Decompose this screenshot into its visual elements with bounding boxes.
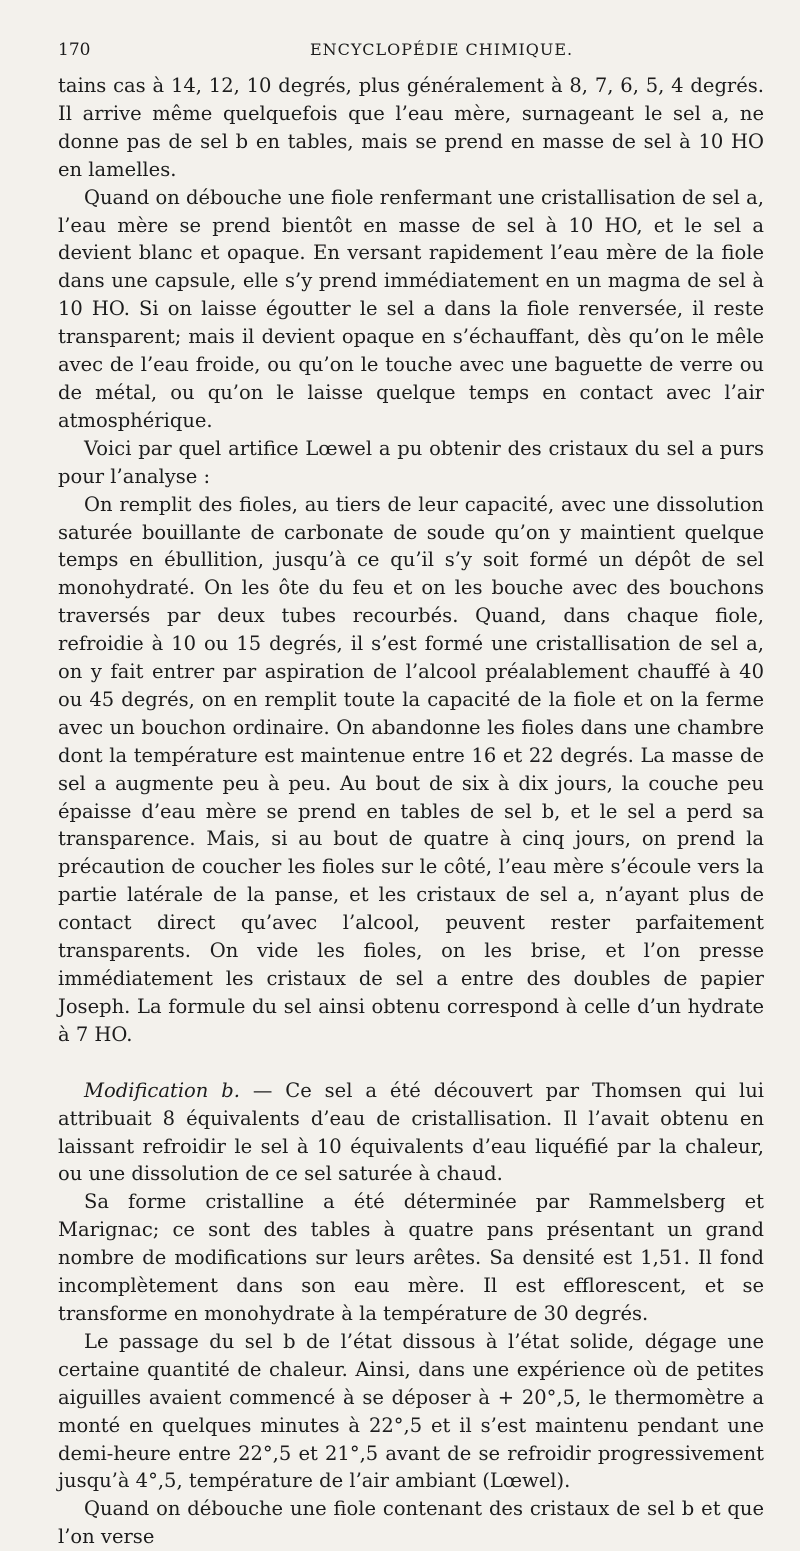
page-number: 170 bbox=[58, 40, 91, 60]
paragraph-7: Le passage du sel b de l’état dissous à l’état solide, dégage une certaine quantité de chaleur. Ainsi, dans une expérience où de petites aiguilles avaient commencé à se déposer à + 20°,5, le thermomètre a monté en quelques minutes à 22°,5 et il s’est maintenu pendant une demi-heure entre 22°,5 et 21°,5 avant de se refroidir progressivement jusqu’à 4°,5, température de l’air ambiant (Lœwel). bbox=[58, 1329, 764, 1493]
paragraph-8: Quand on débouche une fiole contenant des cristaux de sel b et que l’on verse bbox=[58, 1497, 764, 1549]
section-label: Modification b. bbox=[84, 1078, 240, 1102]
paragraph-6: Sa forme cristalline a été déterminée par Rammelsberg et Marignac; ce sont des tables à quatre pans présentant un grand nombre de modifications sur leurs arêtes. Sa densité est 1,51. Il fond incomplètement dans son eau mère. Il est efflorescent, et se transforme en monohydrate à la température de 30 degrés. bbox=[58, 1190, 764, 1325]
paragraph-5-text: — Ce sel a été découvert par Thomsen qui lui attribuait 8 équivalents d’eau de cristallisation. Il l’avait obtenu en laissant refroidir le sel à 10 équivalents d’eau liquéfié par la chaleur, ou une dissolution de ce sel saturée à chaud. bbox=[58, 1078, 764, 1186]
page-header bbox=[58, 40, 764, 60]
paragraph-5 bbox=[58, 1077, 764, 1189]
paragraph-2: Quand on débouche une fiole renfermant une cristallisation de sel a, l’eau mère se prend bientôt en masse de sel à 10 HO, et le sel a devient blanc et opaque. En versant rapidement l’eau mère de la fiole dans une capsule, elle s’y prend immédiatement en un magma de sel à 10 HO. Si on laisse égoutter le sel a dans la fiole renversée, il reste transparent; mais il devient opaque en s’échauffant, dès qu’on le mêle avec de l’eau froide, ou qu’on le touche avec une baguette de verre ou de métal, ou qu’on le laisse quelque temps en contact avec l’air atmosphérique. bbox=[58, 185, 764, 432]
running-title: ENCYCLOPÉDIE CHIMIQUE. bbox=[310, 40, 574, 59]
section-gap bbox=[58, 1049, 764, 1077]
paragraph-4: On remplit des fioles, au tiers de leur capacité, avec une dissolution saturée bouillante de carbonate de soude qu’on y maintient quelque temps en ébullition, jusqu’à ce qu’il s’y soit formé un dépôt de sel monohydraté. On les ôte du feu et on les bouche avec des bouchons traversés par deux tubes recourbés. Quand, dans chaque fiole, refroidie à 10 ou 15 degrés, il s’est formé une cristallisation de sel a, on y fait entrer par aspiration de l’alcool préalablement chauffé à 40 ou 45 degrés, on en remplit toute la capacité de la fiole et on la ferme avec un bouchon ordinaire. On abandonne les fioles dans une chambre dont la température est maintenue entre 16 et 22 degrés. La masse de sel a augmente peu à peu. Au bout de six à dix jours, la couche peu épaisse d’eau mère se prend en tables de sel b, et le sel a perd sa transparence. Mais, si au bout de quatre à cinq jours, on prend la précaution de coucher les fioles sur le côté, l’eau mère s’écoule vers la partie latérale de la panse, et les cristaux de sel a, n’ayant plus de contact direct qu’avec l’alcool, peuvent rester parfaitement transparents. On vide les fioles, on les brise, et l’on presse immédiatement les cristaux de sel a entre des doubles de papier Joseph. La formule du sel ainsi obtenu correspond à celle d’un hydrate à 7 HO. bbox=[58, 492, 764, 1046]
paragraph-1: tains cas à 14, 12, 10 degrés, plus généralement à 8, 7, 6, 5, 4 degrés. Il arrive même quelquefois que l’eau mère, surnageant le sel a, ne donne pas de sel b en tables, mais se prend en masse de sel à 10 HO en lamelles. bbox=[58, 74, 764, 181]
paragraph-3: Voici par quel artifice Lœwel a pu obtenir des cristaux du sel a purs pour l’analyse : bbox=[58, 436, 764, 488]
